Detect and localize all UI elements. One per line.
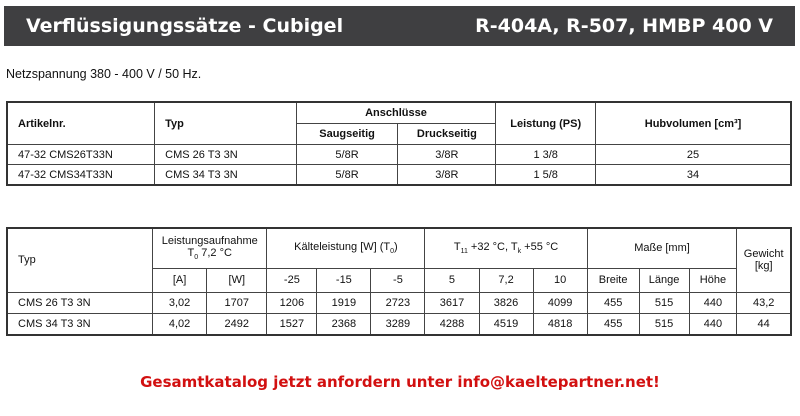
cell-cooling: 4099 [533,292,587,313]
cell-cooling: 1527 [267,313,317,335]
cell-length: 515 [639,292,689,313]
col-temp: 7,2 [479,268,533,292]
col-power-input: Leistungsaufnahme $T_0$ 7,2 °C [153,228,267,268]
col-length: Länge [639,268,689,292]
cell-length: 515 [639,313,689,335]
cell-width: 455 [587,313,639,335]
col-power: Leistung (PS) [496,102,596,145]
cell-power: 1 5/8 [496,165,596,186]
cell-width: 455 [587,292,639,313]
catalog-request-link[interactable]: Gesamtkatalog jetzt anfordern unter info@kaeltepartner.net! [140,373,660,391]
cell-cooling: 1919 [317,292,371,313]
cell-suction: 5/8R [296,145,398,165]
cell-cooling: 4288 [425,313,479,335]
col-article: Artikelnr. [7,102,155,145]
cell-suction: 5/8R [296,165,398,186]
cell-power: 1 3/8 [496,145,596,165]
cell-discharge: 3/8R [398,165,496,186]
header-banner [4,6,795,46]
cell-weight: 44 [737,313,791,335]
col-type: Typ [155,102,296,145]
col-temp: -25 [267,268,317,292]
col-dimensions: Maße [mm] [587,228,737,268]
cell-discharge: 3/8R [398,145,496,165]
cell-article: 47-32 CMS34T33N [7,165,155,186]
power-input-label: Leistungsaufnahme [161,235,258,248]
performance-table [6,227,792,336]
col-type: Typ [7,228,153,292]
col-amps: [A] [153,268,207,292]
col-temp: -5 [371,268,425,292]
table-row [7,292,791,313]
cell-watts: 1707 [207,292,267,313]
cell-amps: 3,02 [153,292,207,313]
cell-cooling: 3289 [371,313,425,335]
cell-type: CMS 26 T3 3N [7,292,153,313]
col-discharge: Druckseitig [398,124,496,145]
cell-cooling: 3617 [425,292,479,313]
table-row [7,165,791,186]
supply-voltage: Netzspannung 380 - 400 V / 50 Hz. [6,67,202,81]
cell-displacement: 34 [596,165,791,186]
cell-cooling: 1206 [267,292,317,313]
cell-displacement: 25 [596,145,791,165]
cell-cooling: 2368 [317,313,371,335]
col-temp: -15 [317,268,371,292]
col-displacement: Hubvolumen [cm³] [596,102,791,145]
cell-type: CMS 34 T3 3N [155,165,296,186]
header-title: Verflüssigungssätze - Cubigel [26,15,344,37]
cell-cooling: 2723 [371,292,425,313]
cell-height: 440 [689,313,737,335]
col-watts: [W] [207,268,267,292]
col-conditions: $T_{11} +32$ °C, $T_k +55$ °C [425,228,587,268]
cell-cooling: 3826 [479,292,533,313]
col-weight: Gewicht [kg] [737,228,791,292]
cell-height: 440 [689,292,737,313]
cell-cooling: 4519 [479,313,533,335]
col-height: Höhe [689,268,737,292]
cell-article: 47-32 CMS26T33N [7,145,155,165]
col-temp: 10 [533,268,587,292]
table-row [7,313,791,335]
cell-watts: 2492 [207,313,267,335]
cell-amps: 4,02 [153,313,207,335]
cell-weight: 43,2 [737,292,791,313]
header-refrigerants: R-404A, R-507, HMBP 400 V [475,15,773,37]
col-temp: 5 [425,268,479,292]
col-connections: Anschlüsse [296,102,496,124]
table-row [7,145,791,165]
cell-type: CMS 34 T3 3N [7,313,153,335]
cell-type: CMS 26 T3 3N [155,145,296,165]
col-suction: Saugseitig [296,124,398,145]
connection-table [6,101,792,186]
col-cooling-capacity: Kälteleistung [W] $(T_0)$ [267,228,425,268]
cell-cooling: 4818 [533,313,587,335]
col-width: Breite [587,268,639,292]
